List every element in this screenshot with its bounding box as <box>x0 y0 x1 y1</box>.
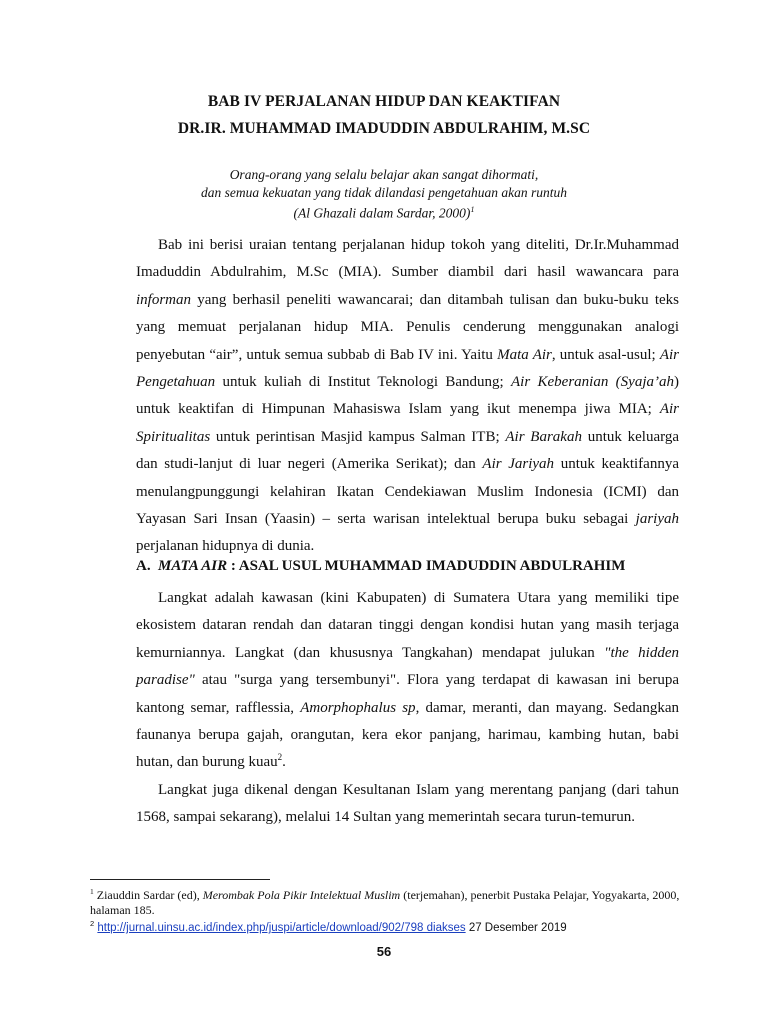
intro-paragraph: Bab ini berisi uraian tentang perjalanan hidup tokoh yang diteliti, Dr.Ir.Muhammad Imaduddin Abdulrahim, M.Sc (MIA). Sumber diambil dari hasil wawancara para informan yang berhasil peneliti wawancarai; dan ditambah tulisan dan buku-buku teks yang memuat perjalanan hidup MIA. Penulis cenderung menggunakan analogi penyebutan “air”, untuk semua subbab di Bab IV ini. Yaitu Mata Air, untuk asal-usul; Air Pengetahuan untuk kuliah di Institut Teknologi Bandung; Air Keberanian (Syaja’ah) untuk keaktifan di Himpunan Mahasiswa Islam yang ikut menempa jiwa MIA; Air Spiritualitas untuk perintisan Masjid kampus Salman ITB; Air Barakah untuk keluarga dan studi-lanjut di luar negeri (Amerika Serikat); dan Air Jariyah untuk keaktifannya menulangpunggungi kelahiran Ikatan Cendekiawan Muslim Indonesia (ICMI) dan Yayasan Sari Insan (Yaasin) – serta warisan intelektual berupa buku sebagai jariyah perjalanan hidupnya di dunia. <box>136 237 680 555</box>
epigraph-line-3 <box>0 201 768 222</box>
paragraph-kesultanan: Langkat juga dikenal dengan Kesultanan Islam yang merentang panjang (dari tahun 1568, sampai sekarang), melalui 14 Sultan yang memerintah secara turun-temurun. <box>136 781 679 826</box>
footnote-divider <box>90 879 270 880</box>
epigraph-line-1: Orang-orang yang selalu belajar akan sangat dihormati, <box>229 167 539 182</box>
section-letter: A. <box>136 558 151 574</box>
footnote-ref-2[interactable]: 2 <box>277 752 283 763</box>
chapter-title: BAB IV PERJALANAN HIDUP DAN KEAKTIFAN <box>207 93 561 110</box>
chapter-subtitle: DR.IR. MUHAMMAD IMADUDDIN ABDULRAHIM, M.SC <box>177 120 591 137</box>
section-title-rest: : ASAL USUL MUHAMMAD IMADUDDIN ABDULRAHIM <box>227 558 626 574</box>
section-italic-title: MATA AIR <box>158 558 228 574</box>
footnote-1: $^1$ Ziauddin Sardar (ed), Merombak Pola Pikir Intelektual Muslim (terjemahan), penerbit Pustaka Pelajar, Yogyakarta, 2000, halaman 185. <box>90 887 680 917</box>
intro-section <box>136 232 679 561</box>
footnote-link[interactable]: http://jurnal.uinsu.ac.id/index.php/juspi/article/download/902/798 diakses <box>97 921 466 934</box>
page-number: 56 <box>376 944 392 959</box>
footnote-ref-1[interactable]: 1 <box>470 205 475 214</box>
epigraph-source: (Al Ghazali dalam Sardar, 2000) <box>293 205 471 221</box>
footnote-2: $^2$ http://jurnal.uinsu.ac.id/index.php/juspi/article/download/902/798 diakses 27 Desember 2019 <box>90 919 567 934</box>
section-a-body <box>136 585 679 832</box>
section-heading-a <box>136 558 736 575</box>
epigraph-line-2: dan semua kekuatan yang tidak dilandasi pengetahuan akan runtuh <box>201 184 567 200</box>
paragraph-langkat: Langkat adalah kawasan (kini Kabupaten) di Sumatera Utara yang memiliki tipe ekosistem dataran rendah dan dataran tinggi dengan kondisi hutan yang masih terjaga kemurniannya. Langkat (dan khususnya Tangkahan) mendapat julukan "the hidden paradise" atau "surga yang tersembunyi". Flora yang terdapat di kawasan ini berupa kantong semar, rafflessia, Amorphophalus sp, damar, meranti, dan mayang. Sedangkan faunanya berupa gajah, orangutan, kera ekor panjang, harimau, kambing hutan, babi hutan, dan burung kuau$^2$. <box>136 590 679 771</box>
epigraph <box>0 166 768 222</box>
